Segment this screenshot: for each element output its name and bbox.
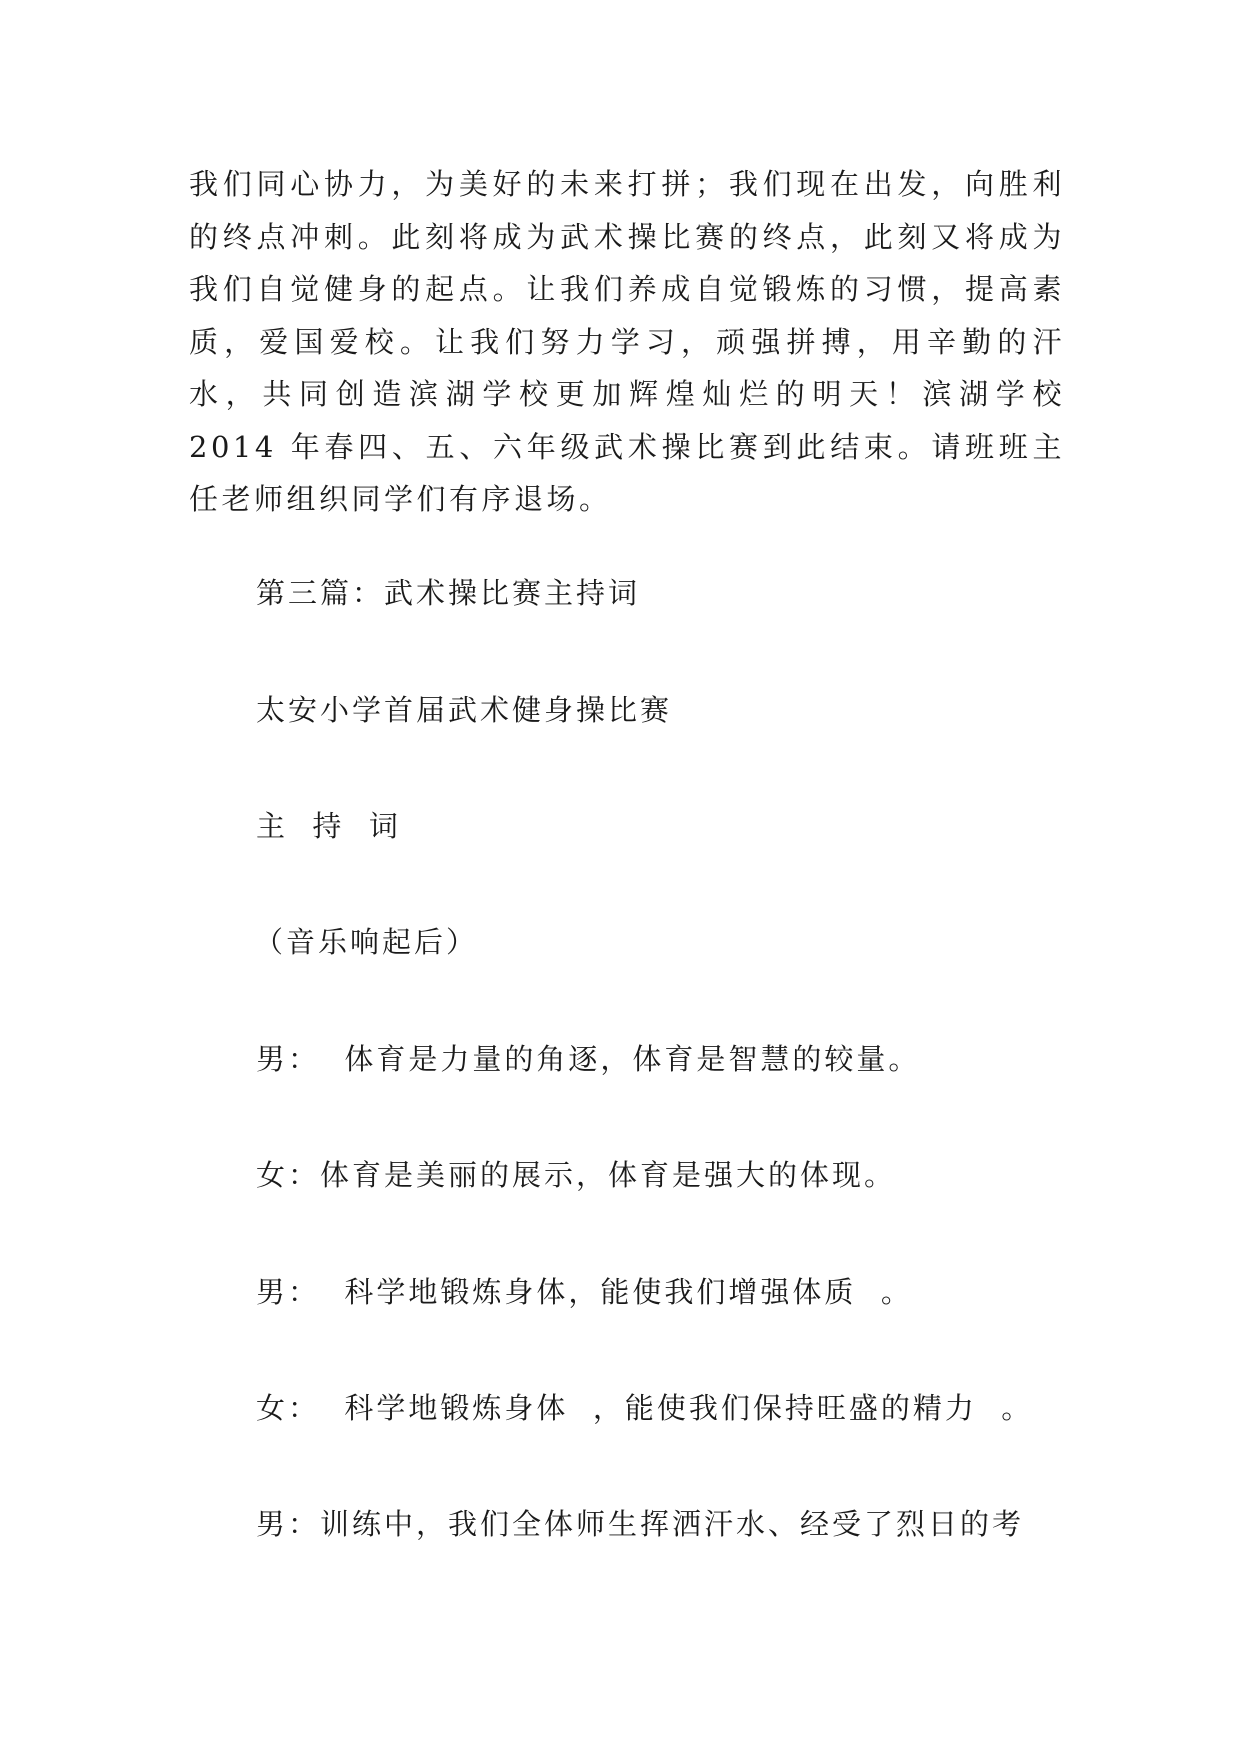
dialogue-line: 女：体育是美丽的展示，体育是强大的体现。	[256, 1158, 897, 1192]
dialogue-line: 男：训练中，我们全体师生挥洒汗水、经受了烈日的考	[256, 1507, 1025, 1541]
dialogue-line: 男： 科学地锻炼身体，能使我们增强体质 。	[256, 1275, 913, 1309]
event-title: 太安小学首届武术健身操比赛	[256, 693, 673, 727]
dialogue-line: 女： 科学地锻炼身体 ，能使我们保持旺盛的精力 。	[256, 1391, 1034, 1425]
subtitle: 主 持 词	[256, 809, 401, 843]
section-heading: 第三篇：武术操比赛主持词	[256, 576, 641, 610]
dialogue-line: 男： 体育是力量的角逐，体育是智慧的较量。	[256, 1042, 921, 1076]
stage-note: （音乐响起后）	[254, 925, 479, 959]
body-paragraph: 我们同心协力，为美好的未来打拼；我们现在出发，向胜利的终点冲刺。此刻将成为武术操比赛的终点，此刻又将成为我们自觉健身的起点。让我们养成自觉锻炼的习惯，提高素质，爱国爱校。让我们努力学习，顽强拼搏，用辛勤的汗水，共同创造滨湖学校更加辉煌灿烂的明天！滨湖学校 2014 年春四、五、六年级武术操比赛到此结束。请班班主任老师组织同学们有序退场。	[189, 167, 1065, 516]
